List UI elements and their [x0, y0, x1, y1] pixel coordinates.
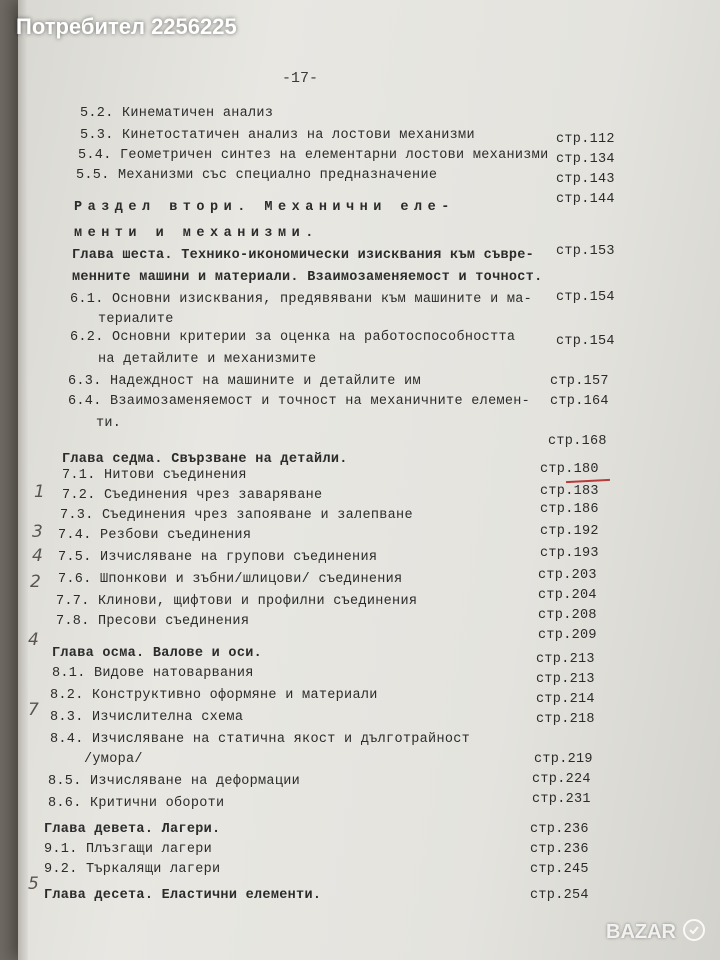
toc-line: 6.4. Взаимозаменяемост и точност на механичните елемен- [68, 394, 531, 409]
toc-page-ref: стр.208 [538, 608, 597, 623]
toc-line: 6.1. Основни изисквания, предявявани към машините и ма- [70, 292, 533, 307]
chapter-heading: Глава седма. Свързване на детайли. [62, 452, 348, 467]
toc-page-ref: стр.193 [540, 546, 599, 561]
toc-line: 6.2. Основни критерии за оценка на работоспособността [70, 330, 516, 345]
toc-page-ref: стр.224 [532, 772, 591, 787]
toc-line: 8.2. Конструктивно оформяне и материали [50, 688, 378, 703]
chapter-heading: Глава девета. Лагери. [44, 822, 221, 837]
toc-page-ref: стр.143 [556, 172, 615, 187]
toc-line: 7.8. Пресови съединения [56, 614, 250, 629]
bazar-logo-icon [682, 918, 706, 942]
toc-page-ref: стр.157 [550, 374, 609, 389]
chapter-heading: Глава осма. Валове и оси. [52, 646, 263, 661]
toc-line: 8.5. Изчисляване на деформации [48, 774, 301, 789]
pencil-mark: 4 [32, 546, 43, 566]
section-heading: менти и механизми. [74, 226, 319, 241]
toc-line: 5.4. Геометричен синтез на елементарни лостови механизми [78, 148, 549, 163]
chapter-heading: Глава шеста. Технико-икономически изисквания към съвре- [72, 248, 535, 263]
toc-line: 9.1. Плъзгащи лагери [44, 842, 213, 857]
toc-line: 7.1. Нитови съединения [62, 468, 247, 483]
toc-page-ref: стр.180 [540, 462, 599, 477]
pencil-mark: 7 [28, 700, 39, 720]
user-watermark: Потребител 2256225 [16, 14, 237, 39]
toc-line: териалите [98, 312, 174, 327]
toc-page-ref: стр.164 [550, 394, 609, 409]
toc-page-ref: стр.245 [530, 862, 589, 877]
pencil-mark: 1 [34, 482, 45, 502]
toc-line: 5.5. Механизми със специално предназначение [76, 168, 438, 183]
page-number: -17- [282, 70, 319, 87]
toc-page-ref: стр.254 [530, 888, 589, 903]
toc-page-ref: стр.112 [556, 132, 615, 147]
toc-page-ref: стр.218 [536, 712, 595, 727]
toc-line: 7.4. Резбови съединения [58, 528, 252, 543]
pencil-mark: 4 [28, 630, 39, 650]
page-edge [18, 0, 28, 960]
toc-line: 9.2. Търкалящи лагери [44, 862, 221, 877]
pencil-mark: 3 [32, 522, 43, 542]
toc-page-ref: стр.236 [530, 842, 589, 857]
toc-line: на детайлите и механизмите [98, 352, 317, 367]
toc-page-ref: стр.219 [534, 752, 593, 767]
pencil-mark: 5 [28, 874, 39, 894]
bazar-logo: BAZAR [606, 921, 676, 943]
toc-page-ref: стр.213 [536, 652, 595, 667]
toc-line: 5.3. Кинетостатичен анализ на лостови механизми [80, 128, 475, 143]
toc-line: 5.2. Кинематичен анализ [80, 106, 274, 121]
toc-line: 8.3. Изчислителна схема [50, 710, 244, 725]
pencil-mark: 2 [30, 572, 41, 592]
chapter-heading: менните машини и материали. Взаимозаменяемост и точност. [72, 270, 543, 285]
toc-page-ref: стр.154 [556, 334, 615, 349]
toc-line: 7.3. Съединения чрез запояване и залепване [60, 508, 413, 523]
toc-page-ref: стр.168 [548, 434, 607, 449]
toc-page-ref: стр.209 [538, 628, 597, 643]
toc-page-ref: стр.203 [538, 568, 597, 583]
toc-line: 8.4. Изчисляване на статична якост и дълготрайност [50, 732, 471, 747]
toc-page-ref: стр.154 [556, 290, 615, 305]
toc-page-ref: стр.144 [556, 192, 615, 207]
toc-page-ref: стр.186 [540, 502, 599, 517]
chapter-heading: Глава десета. Еластични елементи. [44, 888, 322, 903]
toc-line: ти. [96, 416, 122, 431]
toc-page-ref: стр.213 [536, 672, 595, 687]
toc-page-ref: стр.204 [538, 588, 597, 603]
toc-page-ref: стр.231 [532, 792, 591, 807]
toc-page-ref: стр.183 [540, 484, 599, 499]
toc-page-ref: стр.214 [536, 692, 595, 707]
toc-line: 7.6. Шпонкови и зъбни/шлицови/ съединения [58, 572, 403, 587]
section-heading: Раздел втори. Механични еле- [74, 200, 455, 215]
toc-line: 7.5. Изчисляване на групови съединения [58, 550, 378, 565]
toc-page-ref: стр.236 [530, 822, 589, 837]
toc-page-ref: стр.192 [540, 524, 599, 539]
toc-line: 7.7. Клинови, щифтови и профилни съединения [56, 594, 418, 609]
toc-line: 8.1. Видове натоварвания [52, 666, 254, 681]
toc-page-ref: стр.153 [556, 244, 615, 259]
toc-line: 7.2. Съединения чрез заваряване [62, 488, 323, 503]
toc-line: 8.6. Критични обороти [48, 796, 225, 811]
toc-line: /умора/ [84, 752, 143, 767]
toc-line: 6.3. Надеждност на машините и детайлите им [68, 374, 421, 389]
toc-page-ref: стр.134 [556, 152, 615, 167]
